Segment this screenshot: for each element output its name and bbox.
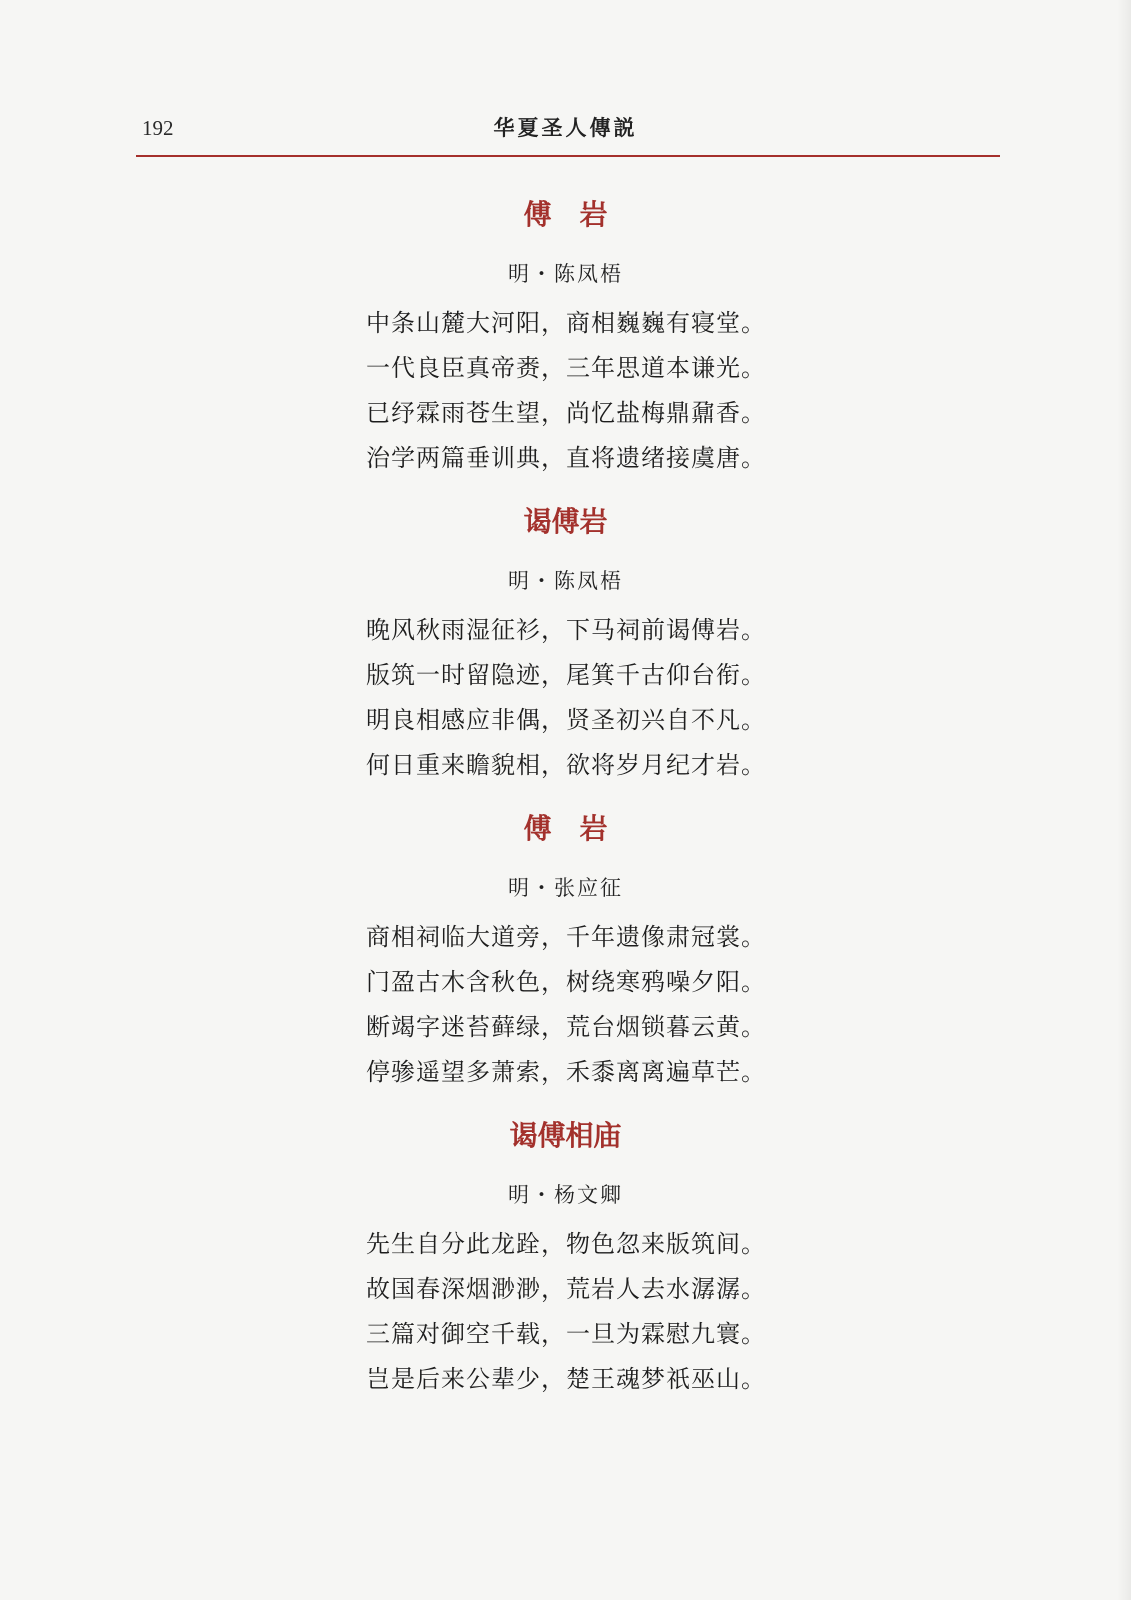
poem-lines xyxy=(366,1222,766,1402)
poem-line: 版筑一时留隐迹，尾箕千古仰台衔。 xyxy=(366,661,766,689)
poem-line: 商相祠临大道旁，千年遗像肃冠裳。 xyxy=(366,923,766,951)
header-rule xyxy=(136,155,1000,157)
poem-lines xyxy=(366,915,766,1095)
poem-title: 谒傅岩 xyxy=(523,505,608,538)
poem-line: 晚风秋雨湿征衫，下马祠前谒傅岩。 xyxy=(366,616,766,644)
poem-line: 治学两篇垂训典，直将遗绪接虞唐。 xyxy=(366,444,766,472)
poem-line: 先生自分此龙跧，物色忽来版筑间。 xyxy=(366,1230,766,1258)
poem-title: 傅 岩 xyxy=(523,812,608,845)
poem-line: 何日重来瞻貌相，欲将岁月纪才岩。 xyxy=(366,751,766,779)
poem-line: 一代良臣真帝赉，三年思道本谦光。 xyxy=(366,354,766,382)
poem-line: 明良相感应非偶，贤圣初兴自不凡。 xyxy=(366,706,766,734)
poem-line: 三篇对御空千载，一旦为霖慰九寰。 xyxy=(366,1320,766,1348)
poem-title: 傅 岩 xyxy=(523,198,608,231)
page-edge-shadow xyxy=(1117,0,1131,1600)
running-header-book-title: 华夏圣人傳説 xyxy=(493,115,638,140)
poem-line: 停骖遥望多萧索，禾黍离离遍草芒。 xyxy=(366,1058,766,1086)
poem-lines xyxy=(366,608,766,788)
poem-line: 中条山麓大河阳，商相巍巍有寝堂。 xyxy=(366,309,766,337)
poem-author: 明・陈凤梧 xyxy=(508,262,623,286)
poem-author: 明・杨文卿 xyxy=(508,1183,623,1207)
poem-line: 岂是后来公辈少，楚王魂梦祇巫山。 xyxy=(366,1365,766,1393)
poem-line: 已纾霖雨苍生望，尚忆盐梅鼎鼐香。 xyxy=(366,399,766,427)
poem-author: 明・陈凤梧 xyxy=(508,569,623,593)
page-number: 192 xyxy=(142,116,174,140)
poem-line: 故国春深烟渺渺，荒岩人去水潺潺。 xyxy=(366,1275,766,1303)
poem-lines xyxy=(366,301,766,481)
poem-line: 断竭字迷苔藓绿，荒台烟锁暮云黄。 xyxy=(366,1013,766,1041)
poem-line: 门盈古木含秋色，树绕寒鸦噪夕阳。 xyxy=(366,968,766,996)
poem-author: 明・张应征 xyxy=(508,876,623,900)
poem-title: 谒傅相庙 xyxy=(509,1119,622,1152)
